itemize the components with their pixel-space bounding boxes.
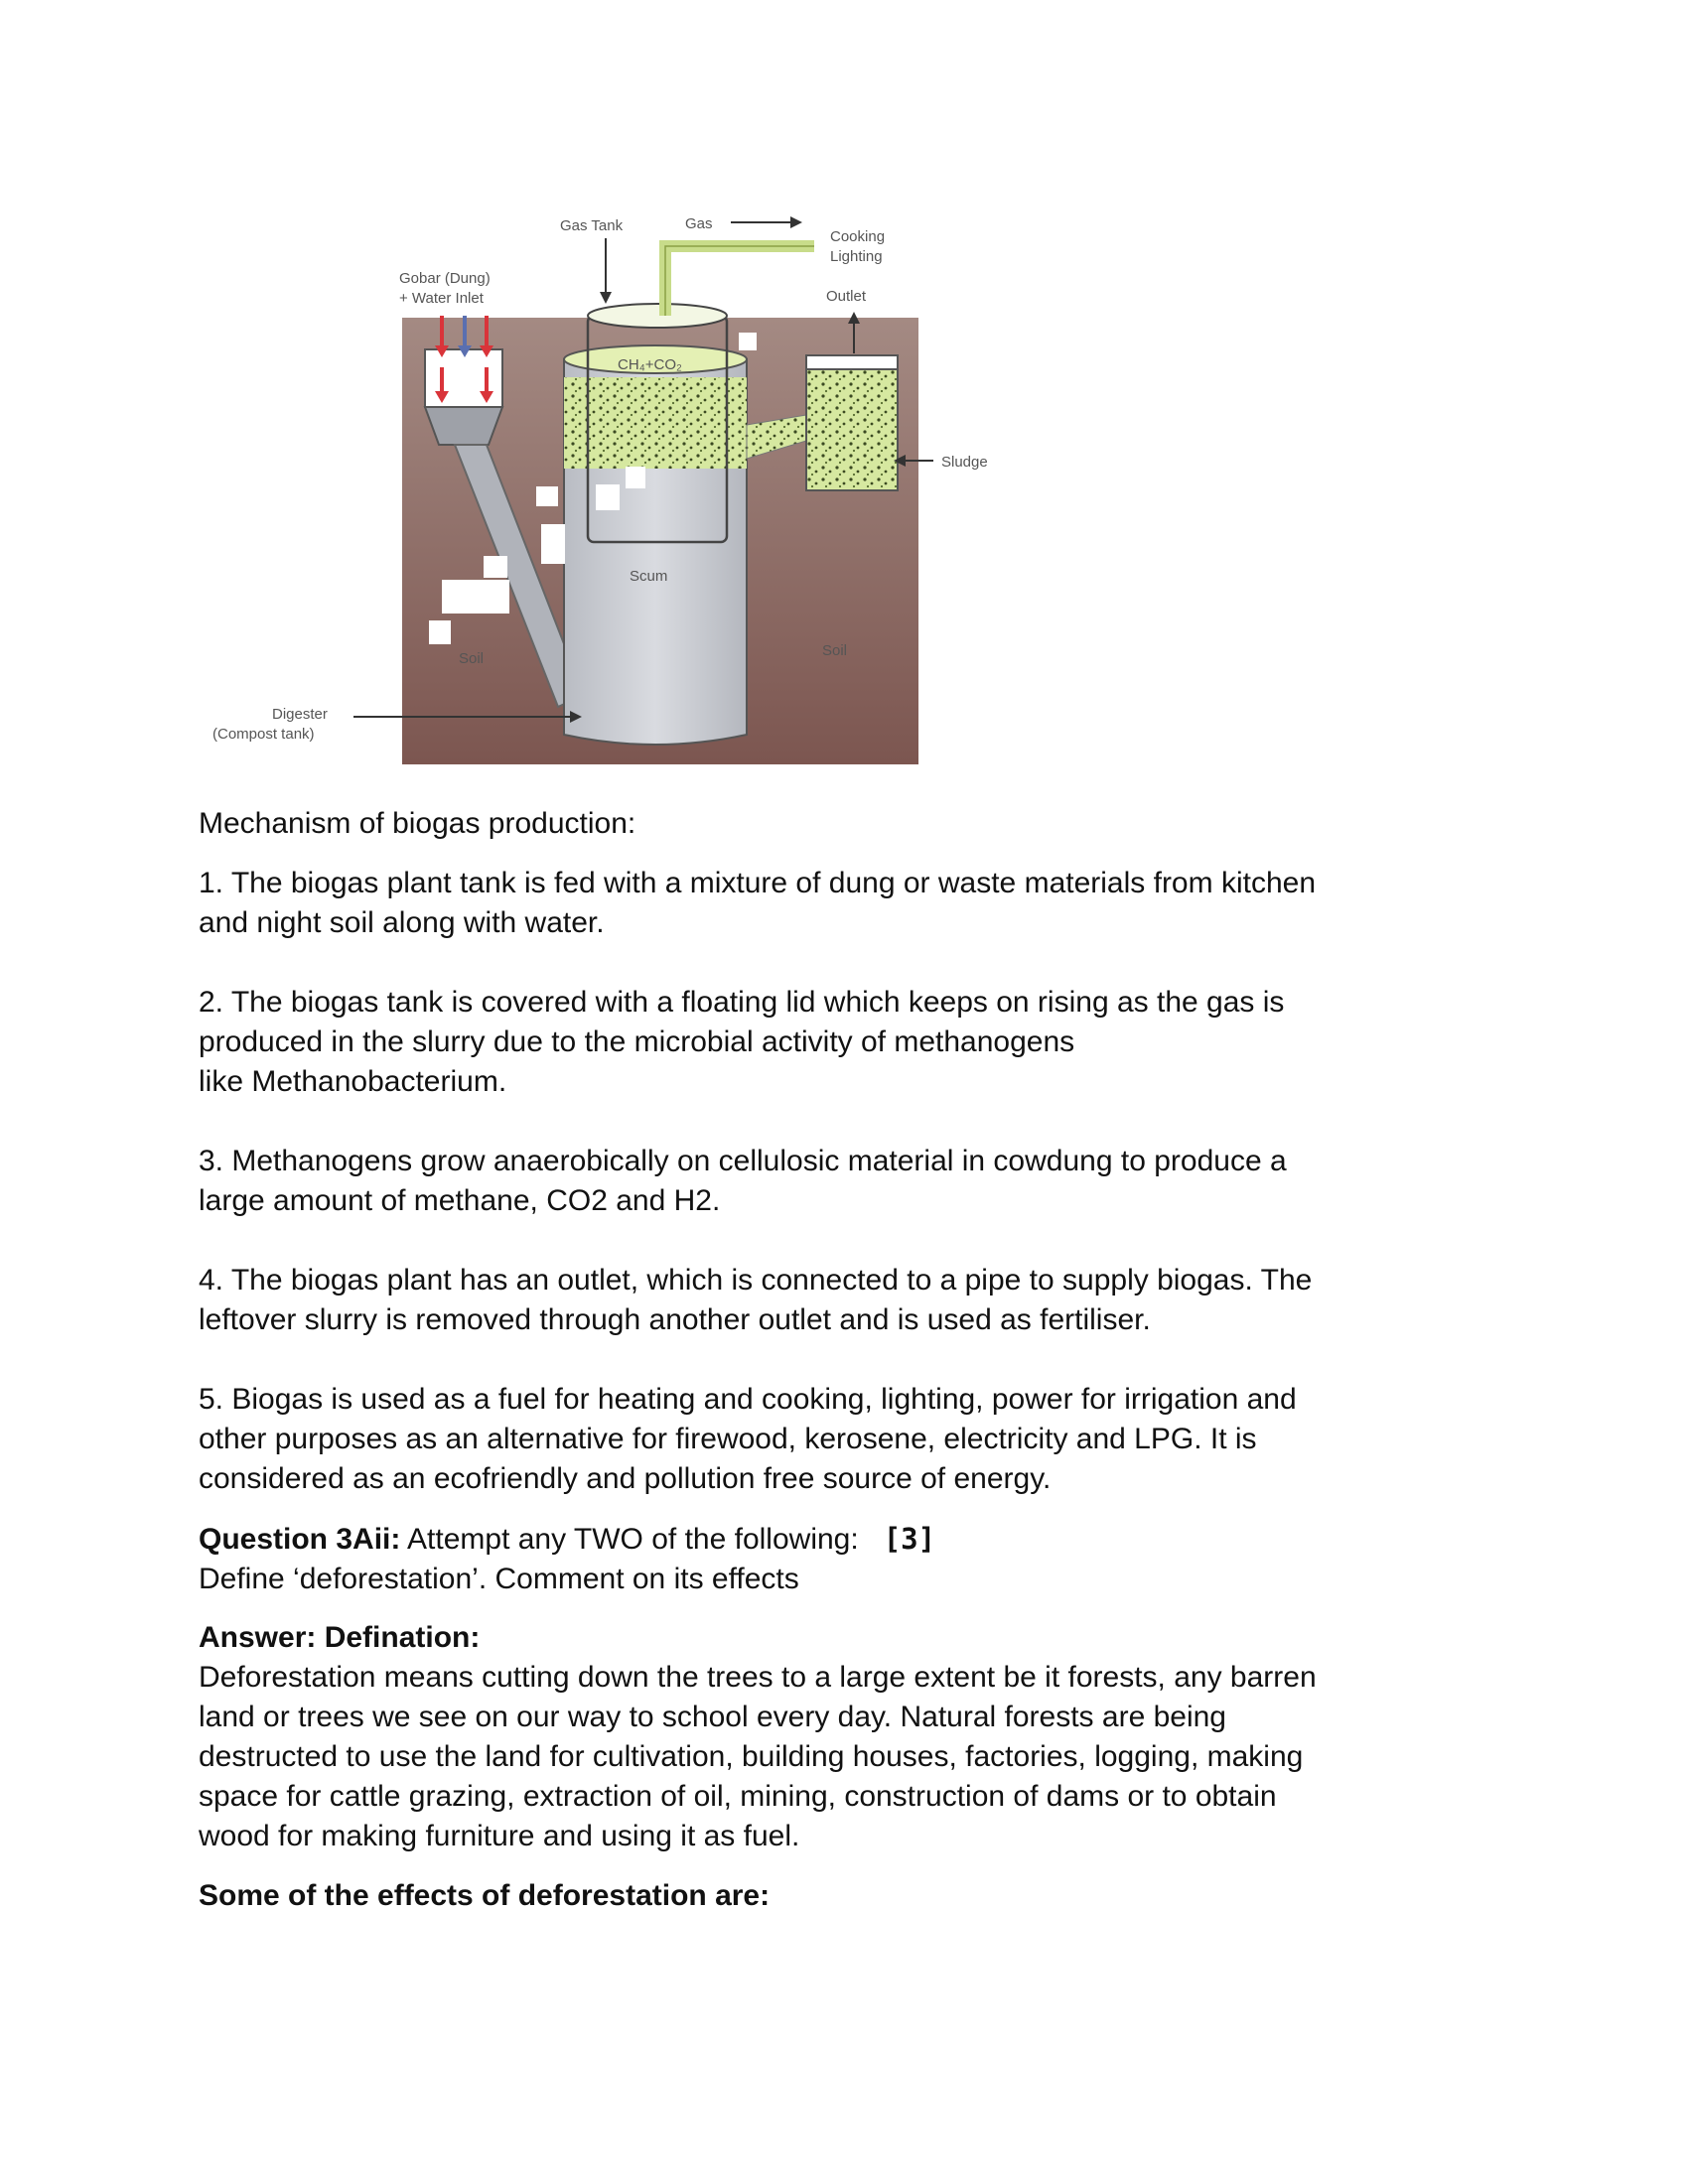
- label-water-inlet: + Water Inlet: [399, 290, 484, 307]
- answer-line-2: land or trees we see on our way to school every day. Natural forests are being: [199, 1701, 1226, 1733]
- mechanism-point-1: [199, 864, 1489, 943]
- point-4-line-2: leftover slurry is removed through another outlet and is used as fertiliser.: [199, 1303, 1151, 1336]
- point-1-line-1: 1. The biogas plant tank is fed with a mixture of dung or waste materials from kitchen: [199, 867, 1316, 899]
- mechanism-point-5: [199, 1380, 1489, 1499]
- point-2-line-2: produced in the slurry due to the microbial activity of methanogens: [199, 1025, 1075, 1058]
- point-5-line-1: 5. Biogas is used as a fuel for heating and cooking, lighting, power for irrigation and: [199, 1383, 1297, 1416]
- answer-line-3: destructed to use the land for cultivation, building houses, factories, logging, making: [199, 1740, 1304, 1773]
- point-5-line-2: other purposes as an alternative for firewood, kerosene, electricity and LPG. It is: [199, 1423, 1257, 1455]
- question-marks: [3]: [883, 1522, 936, 1556]
- answer-line-4: space for cattle grazing, extraction of oil, mining, construction of dams or to obtain: [199, 1780, 1277, 1813]
- point-2-line-3: like Methanobacterium.: [199, 1065, 507, 1098]
- gas-arrow: [731, 216, 802, 228]
- point-4-line-1: 4. The biogas plant has an outlet, which is connected to a pipe to supply biogas. The: [199, 1264, 1313, 1297]
- label-compost-tank: (Compost tank): [212, 726, 315, 743]
- label-gobar: Gobar (Dung): [399, 270, 491, 287]
- mechanism-point-2: [199, 983, 1489, 1102]
- point-2-line-1: 2. The biogas tank is covered with a floating lid which keeps on rising as the gas is: [199, 986, 1285, 1019]
- answer-line-5: wood for making furniture and using it as fuel.: [199, 1820, 800, 1852]
- label-soil-left: Soil: [459, 650, 485, 667]
- point-3-line-2: large amount of methane, CO2 and H2.: [199, 1184, 721, 1217]
- answer-line-1: Deforestation means cutting down the trees to a large extent be it forests, any barren: [199, 1661, 1317, 1694]
- label-cooking: Cooking: [830, 228, 886, 245]
- question-text: Attempt any TWO of the following:: [400, 1523, 859, 1556]
- effects-heading: Some of the effects of deforestation are:: [199, 1879, 771, 1912]
- mechanism-heading: [199, 804, 1489, 844]
- biogas-plant-diagram: [199, 204, 1033, 789]
- label-soil-right: Soil: [822, 642, 848, 659]
- point-3-line-1: 3. Methanogens grow anaerobically on cellulosic material in cowdung to produce a: [199, 1145, 1287, 1177]
- mechanism-point-4: [199, 1261, 1489, 1340]
- label-gas-tank: Gas Tank: [560, 217, 624, 234]
- effects-block: [199, 1876, 1489, 1916]
- label-sludge: Sludge: [941, 454, 988, 471]
- digester-tank: [564, 345, 747, 745]
- question-block: [199, 1519, 1489, 1599]
- label-scum: Scum: [630, 568, 668, 585]
- label-gas-mix: CH₄+CO₂: [618, 356, 682, 373]
- label-digester: Digester: [272, 706, 328, 723]
- question-line: [199, 1519, 1489, 1560]
- mechanism-point-3: [199, 1142, 1489, 1221]
- answer-heading: Answer: Defination:: [199, 1621, 481, 1654]
- label-outlet: Outlet: [826, 288, 867, 305]
- gas-tank-pointer: [600, 238, 612, 304]
- question-subtext: Define ‘deforestation’. Comment on its effects: [199, 1563, 799, 1595]
- answer-block: [199, 1618, 1489, 1856]
- sludge-tank: [806, 355, 898, 490]
- label-lighting: Lighting: [830, 248, 883, 265]
- point-1-line-2: and night soil along with water.: [199, 906, 605, 939]
- question-label: Question 3Aii:: [199, 1523, 401, 1556]
- point-5-line-3: considered as an ecofriendly and pollution free source of energy.: [199, 1462, 1052, 1495]
- label-gas: Gas: [685, 215, 713, 232]
- mechanism-heading-text: Mechanism of biogas production:: [199, 807, 636, 840]
